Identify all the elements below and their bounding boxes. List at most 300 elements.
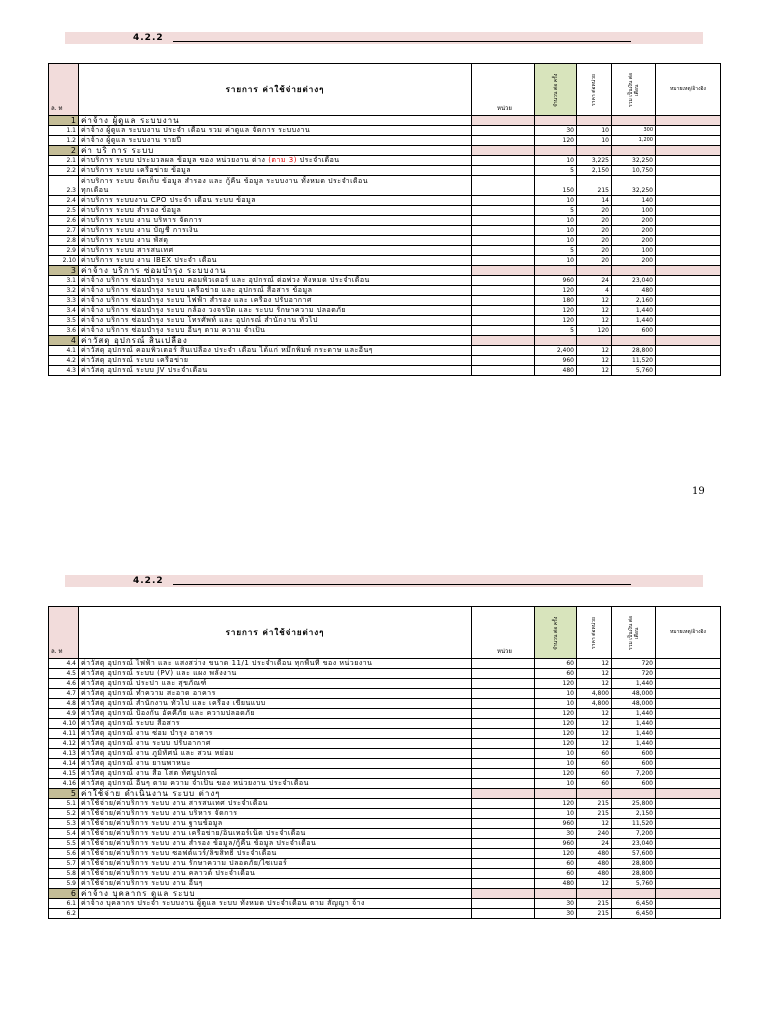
table-row bbox=[49, 799, 721, 809]
table-row bbox=[49, 196, 721, 206]
description-text: ค่าวัสดุ อุปกรณ์ งาน ซ่อม บำรุง อาคาร bbox=[81, 729, 213, 737]
item-unit bbox=[472, 779, 535, 789]
item-rate: 20 bbox=[577, 206, 612, 216]
item-number: 1.2 bbox=[49, 136, 79, 146]
item-remark bbox=[656, 276, 721, 286]
description-text: ค่าใช้จ่าย/ค่าบริการ ระบบ งาน สำรอง ข้อมูล/กู้คืน ข้อมูล ประจำเดือน bbox=[81, 839, 317, 847]
item-description bbox=[79, 699, 472, 709]
item-number: 2.8 bbox=[49, 236, 79, 246]
item-rate: 215 bbox=[577, 809, 612, 819]
item-unit bbox=[472, 316, 535, 326]
item-rate: 12 bbox=[577, 346, 612, 356]
reference-note: (ตาม 3) bbox=[268, 156, 297, 164]
item-description bbox=[79, 176, 472, 196]
table-row bbox=[49, 719, 721, 729]
item-qty: 10 bbox=[535, 689, 577, 699]
header-unit: หน่วย bbox=[472, 64, 535, 116]
item-unit bbox=[472, 749, 535, 759]
description-text-after: ประจำเดือน bbox=[299, 156, 340, 164]
description-text-line2: ทุกเดือน bbox=[81, 186, 109, 194]
item-number: 4.16 bbox=[49, 779, 79, 789]
table-row bbox=[49, 206, 721, 216]
item-qty: 960 bbox=[535, 839, 577, 849]
item-qty: 10 bbox=[535, 216, 577, 226]
item-total: 1,440 bbox=[612, 316, 656, 326]
heading-underline bbox=[173, 41, 631, 42]
item-rate: 12 bbox=[577, 366, 612, 376]
item-remark bbox=[656, 799, 721, 809]
item-qty bbox=[535, 789, 577, 799]
item-number: 2.5 bbox=[49, 206, 79, 216]
table-row bbox=[49, 226, 721, 236]
item-total: 1,200 bbox=[612, 136, 656, 146]
item-qty: 30 bbox=[535, 126, 577, 136]
table-row bbox=[49, 769, 721, 779]
header-remark: หมายเหตุ/อ้างอิง bbox=[656, 64, 721, 116]
item-number: 4.7 bbox=[49, 689, 79, 699]
item-rate: 4 bbox=[577, 286, 612, 296]
item-remark bbox=[656, 909, 721, 919]
item-remark bbox=[656, 729, 721, 739]
item-description bbox=[79, 799, 472, 809]
item-remark bbox=[656, 899, 721, 909]
item-number: 4 bbox=[49, 336, 79, 346]
item-qty: 960 bbox=[535, 356, 577, 366]
item-description bbox=[79, 709, 472, 719]
item-number: 6 bbox=[49, 889, 79, 899]
description-text: ค่าใช้จ่าย/ค่าบริการ ระบบ งาน สารสนเทศ ประจำเดือน bbox=[81, 799, 268, 807]
item-description bbox=[79, 839, 472, 849]
item-total: 200 bbox=[612, 226, 656, 236]
item-description bbox=[79, 679, 472, 689]
item-remark bbox=[656, 366, 721, 376]
description-text: ค่าจ้าง บริการ ซ่อมบำรุง ระบบงาน bbox=[81, 266, 227, 275]
item-description bbox=[79, 266, 472, 276]
header-total: รวม เป็นเงิน ต่อ เดือน bbox=[612, 607, 656, 659]
description-text: ค่าวัสดุ อุปกรณ์ ทำความ สะอาด อาคาร bbox=[81, 689, 216, 697]
item-total: 200 bbox=[612, 256, 656, 266]
item-qty: 30 bbox=[535, 899, 577, 909]
header-rate: ราคา ต่อหน่วย bbox=[577, 607, 612, 659]
item-remark bbox=[656, 336, 721, 346]
item-description bbox=[79, 849, 472, 859]
item-description bbox=[79, 256, 472, 266]
item-total: 600 bbox=[612, 759, 656, 769]
header-no: ล. ท bbox=[49, 607, 79, 659]
item-number: 4.10 bbox=[49, 719, 79, 729]
item-rate: 240 bbox=[577, 829, 612, 839]
item-unit bbox=[472, 256, 535, 266]
item-unit bbox=[472, 326, 535, 336]
item-qty: 5 bbox=[535, 246, 577, 256]
table-row bbox=[49, 346, 721, 356]
item-description bbox=[79, 809, 472, 819]
item-number: 1 bbox=[49, 116, 79, 126]
item-remark bbox=[656, 809, 721, 819]
item-remark bbox=[656, 256, 721, 266]
item-qty bbox=[535, 116, 577, 126]
item-total: 28,800 bbox=[612, 859, 656, 869]
item-number: 2.6 bbox=[49, 216, 79, 226]
table-row bbox=[49, 779, 721, 789]
table-row bbox=[49, 809, 721, 819]
item-unit bbox=[472, 679, 535, 689]
item-total: 720 bbox=[612, 669, 656, 679]
item-number: 5.6 bbox=[49, 849, 79, 859]
item-description bbox=[79, 899, 472, 909]
item-total: 5,760 bbox=[612, 879, 656, 889]
item-remark bbox=[656, 166, 721, 176]
item-total: 1,440 bbox=[612, 679, 656, 689]
item-remark bbox=[656, 236, 721, 246]
item-qty: 10 bbox=[535, 779, 577, 789]
item-total: 2,150 bbox=[612, 809, 656, 819]
item-rate: 12 bbox=[577, 719, 612, 729]
item-remark bbox=[656, 286, 721, 296]
item-description bbox=[79, 206, 472, 216]
item-rate: 20 bbox=[577, 226, 612, 236]
item-rate: 60 bbox=[577, 769, 612, 779]
item-remark bbox=[656, 709, 721, 719]
item-remark bbox=[656, 739, 721, 749]
item-rate: 20 bbox=[577, 216, 612, 226]
item-unit bbox=[472, 236, 535, 246]
item-number: 2.10 bbox=[49, 256, 79, 266]
item-description bbox=[79, 669, 472, 679]
item-description bbox=[79, 216, 472, 226]
item-unit bbox=[472, 356, 535, 366]
description-text-after: ประจำเดือน bbox=[167, 366, 208, 374]
table-row bbox=[49, 749, 721, 759]
item-qty: 60 bbox=[535, 859, 577, 869]
heading-underline bbox=[173, 584, 631, 585]
item-number: 2.2 bbox=[49, 166, 79, 176]
item-qty: 960 bbox=[535, 819, 577, 829]
item-remark bbox=[656, 769, 721, 779]
item-remark bbox=[656, 849, 721, 859]
section-heading-bar bbox=[65, 32, 703, 44]
item-number: 4.11 bbox=[49, 729, 79, 739]
item-qty: 180 bbox=[535, 296, 577, 306]
item-qty: 10 bbox=[535, 196, 577, 206]
item-number: 4.13 bbox=[49, 749, 79, 759]
item-number: 5.3 bbox=[49, 819, 79, 829]
description-code: CPO bbox=[150, 196, 167, 204]
item-unit bbox=[472, 126, 535, 136]
description-text: ค่าจ้าง ผู้ดูแล ระบบงาน รายปี bbox=[81, 136, 182, 144]
header-description: รายการ ค่าใช้จ่ายต่างๆ bbox=[79, 64, 472, 116]
item-qty: 120 bbox=[535, 709, 577, 719]
section-row bbox=[49, 789, 721, 799]
item-number: 3.6 bbox=[49, 326, 79, 336]
item-total: 200 bbox=[612, 216, 656, 226]
item-number: 3.2 bbox=[49, 286, 79, 296]
item-rate: 12 bbox=[577, 296, 612, 306]
item-remark bbox=[656, 869, 721, 879]
description-text: ค่าวัสดุ อุปกรณ์ งาน ระบบ ปรับอากาศ bbox=[81, 739, 211, 747]
table-row bbox=[49, 689, 721, 699]
item-qty: 60 bbox=[535, 659, 577, 669]
item-remark bbox=[656, 829, 721, 839]
description-text: ค่าวัสดุ อุปกรณ์ ระบบ เครือข่าย bbox=[81, 356, 189, 364]
item-qty: 960 bbox=[535, 276, 577, 286]
item-rate: 12 bbox=[577, 316, 612, 326]
description-text: ค่าบริการ ระบบ จัดเก็บ ข้อมูล สำรอง และ กู้คืน ข้อมูล ระบบงาน ทั้งหมด ประจำเดือน bbox=[81, 177, 369, 185]
item-qty: 5 bbox=[535, 166, 577, 176]
item-total: 100 bbox=[612, 206, 656, 216]
item-total: 7,200 bbox=[612, 769, 656, 779]
item-rate: 20 bbox=[577, 256, 612, 266]
description-text-after: ประจำ เดือน bbox=[174, 256, 217, 264]
table-row bbox=[49, 829, 721, 839]
item-qty: 480 bbox=[535, 879, 577, 889]
item-unit bbox=[472, 689, 535, 699]
item-remark bbox=[656, 679, 721, 689]
description-text: ค่าใช้จ่าย/ค่าบริการ ระบบ งาน เครือข่าย/อินเทอร์เน็ต ประจำเดือน bbox=[81, 829, 306, 837]
item-rate: 24 bbox=[577, 276, 612, 286]
item-unit bbox=[472, 909, 535, 919]
item-description bbox=[79, 286, 472, 296]
item-unit bbox=[472, 336, 535, 346]
item-description bbox=[79, 819, 472, 829]
section-row bbox=[49, 889, 721, 899]
item-rate: 480 bbox=[577, 849, 612, 859]
item-total bbox=[612, 336, 656, 346]
item-rate: 60 bbox=[577, 759, 612, 769]
table-row bbox=[49, 156, 721, 166]
item-unit bbox=[472, 869, 535, 879]
item-total: 48,000 bbox=[612, 689, 656, 699]
item-description bbox=[79, 326, 472, 336]
item-rate: 12 bbox=[577, 306, 612, 316]
item-unit bbox=[472, 849, 535, 859]
item-description bbox=[79, 276, 472, 286]
item-remark bbox=[656, 116, 721, 126]
item-unit bbox=[472, 669, 535, 679]
header-total: รวม เป็นเงิน ต่อ เดือน bbox=[612, 64, 656, 116]
item-total: 11,520 bbox=[612, 819, 656, 829]
item-rate: 12 bbox=[577, 709, 612, 719]
item-remark bbox=[656, 346, 721, 356]
item-rate: 215 bbox=[577, 176, 612, 196]
item-qty: 120 bbox=[535, 769, 577, 779]
description-text: ค่าจ้าง บริการ ซ่อมบำรุง ระบบ อื่นๆ ตาม ความ จำเป็น bbox=[81, 326, 266, 334]
item-description bbox=[79, 739, 472, 749]
item-description bbox=[79, 759, 472, 769]
description-text: ค่าวัสดุ อุปกรณ์ งาน ยานพาหนะ bbox=[81, 759, 191, 767]
item-description bbox=[79, 116, 472, 126]
description-code: IBEX bbox=[153, 256, 172, 264]
item-description bbox=[79, 236, 472, 246]
item-remark bbox=[656, 326, 721, 336]
item-rate bbox=[577, 336, 612, 346]
item-rate: 12 bbox=[577, 729, 612, 739]
item-description bbox=[79, 356, 472, 366]
item-rate: 12 bbox=[577, 659, 612, 669]
item-total bbox=[612, 889, 656, 899]
description-text: ค่าใช้จ่าย/ค่าบริการ ระบบ งาน ฐานข้อมูล bbox=[81, 819, 223, 827]
item-rate: 12 bbox=[577, 669, 612, 679]
item-remark bbox=[656, 749, 721, 759]
item-description bbox=[79, 296, 472, 306]
description-text: ค่าจ้าง บริการ ซ่อมบำรุง ระบบ โทรศัพท์ และ อุปกรณ์ สำนักงาน ทั่วไป bbox=[81, 316, 318, 324]
item-rate bbox=[577, 146, 612, 156]
item-unit bbox=[472, 276, 535, 286]
item-qty: 10 bbox=[535, 256, 577, 266]
item-rate: 4,800 bbox=[577, 699, 612, 709]
item-remark bbox=[656, 889, 721, 899]
description-text: ค่าวัสดุ อุปกรณ์ คอมพิวเตอร์ สิ้นเปลือง ประจำ เดือน ได้แก่ หมึกพิมพ์ กระดาษ และอื่นๆ bbox=[81, 346, 373, 354]
item-total: 600 bbox=[612, 326, 656, 336]
page-number: 19 bbox=[692, 486, 705, 497]
section-row bbox=[49, 266, 721, 276]
item-remark bbox=[656, 136, 721, 146]
item-total: 720 bbox=[612, 659, 656, 669]
header-description: รายการ ค่าใช้จ่ายต่างๆ bbox=[79, 607, 472, 659]
item-unit bbox=[472, 709, 535, 719]
description-text: ค่าจ้าง ผู้ดูแล ระบบงาน bbox=[81, 116, 180, 125]
item-number: 5.1 bbox=[49, 799, 79, 809]
item-qty: 120 bbox=[535, 286, 577, 296]
item-number: 3.5 bbox=[49, 316, 79, 326]
item-remark bbox=[656, 176, 721, 196]
cost-table-page-2 bbox=[48, 606, 721, 919]
item-remark bbox=[656, 316, 721, 326]
item-qty bbox=[535, 146, 577, 156]
item-description bbox=[79, 316, 472, 326]
item-qty: 60 bbox=[535, 669, 577, 679]
item-number: 3.1 bbox=[49, 276, 79, 286]
item-total: 1,440 bbox=[612, 719, 656, 729]
item-unit bbox=[472, 306, 535, 316]
table-row bbox=[49, 166, 721, 176]
description-text: ค่าวัสดุ อุปกรณ์ งาน สื่อ โสต ทัศนูปกรณ์ bbox=[81, 769, 218, 777]
item-unit bbox=[472, 899, 535, 909]
item-number: 4.8 bbox=[49, 699, 79, 709]
table-row bbox=[49, 669, 721, 679]
header-qty: จำนวน ต่อ ครั้ง bbox=[535, 607, 577, 659]
item-description bbox=[79, 909, 472, 919]
item-rate: 480 bbox=[577, 859, 612, 869]
item-qty: 5 bbox=[535, 206, 577, 216]
item-qty: 480 bbox=[535, 366, 577, 376]
section-row bbox=[49, 116, 721, 126]
item-description bbox=[79, 879, 472, 889]
item-unit bbox=[472, 166, 535, 176]
item-qty: 2,400 bbox=[535, 346, 577, 356]
item-total: 140 bbox=[612, 196, 656, 206]
table-row bbox=[49, 216, 721, 226]
item-qty: 120 bbox=[535, 306, 577, 316]
header-remark: หมายเหตุ/อ้างอิง bbox=[656, 607, 721, 659]
item-number: 4.2 bbox=[49, 356, 79, 366]
table-row bbox=[49, 869, 721, 879]
table-row bbox=[49, 729, 721, 739]
item-number: 5.5 bbox=[49, 839, 79, 849]
item-remark bbox=[656, 196, 721, 206]
item-qty: 10 bbox=[535, 236, 577, 246]
table-row bbox=[49, 326, 721, 336]
description-text: ค่าวัสดุ อุปกรณ์ ระบบ bbox=[81, 366, 155, 374]
item-total: 23,040 bbox=[612, 839, 656, 849]
item-qty: 10 bbox=[535, 759, 577, 769]
item-description bbox=[79, 729, 472, 739]
item-number: 4.6 bbox=[49, 679, 79, 689]
item-description bbox=[79, 136, 472, 146]
item-remark bbox=[656, 126, 721, 136]
description-text: ค่าบริการ ระบบ สารสนเทศ bbox=[81, 246, 174, 254]
item-total: 11,520 bbox=[612, 356, 656, 366]
description-text: ค่าวัสดุ อุปกรณ์ งาน ภูมิทัศน์ และ สวน หย่อม bbox=[81, 749, 235, 757]
item-rate: 4,800 bbox=[577, 689, 612, 699]
item-unit bbox=[472, 366, 535, 376]
item-number: 4.5 bbox=[49, 669, 79, 679]
table-row bbox=[49, 176, 721, 196]
item-remark bbox=[656, 779, 721, 789]
item-unit bbox=[472, 859, 535, 869]
description-text: ค่าใช้จ่าย/ค่าบริการ ระบบ ซอฟต์แวร์/ลิขสิทธิ์ ประจำเดือน bbox=[81, 849, 277, 857]
item-unit bbox=[472, 659, 535, 669]
item-total: 6,450 bbox=[612, 899, 656, 909]
table-row bbox=[49, 136, 721, 146]
item-qty bbox=[535, 889, 577, 899]
item-qty: 30 bbox=[535, 909, 577, 919]
item-unit bbox=[472, 266, 535, 276]
item-description bbox=[79, 689, 472, 699]
item-number: 3 bbox=[49, 266, 79, 276]
item-remark bbox=[656, 206, 721, 216]
item-total: 7,200 bbox=[612, 829, 656, 839]
item-rate: 480 bbox=[577, 869, 612, 879]
item-qty: 5 bbox=[535, 326, 577, 336]
item-total: 100 bbox=[612, 246, 656, 256]
table-row bbox=[49, 276, 721, 286]
item-description bbox=[79, 306, 472, 316]
item-total: 25,800 bbox=[612, 799, 656, 809]
table-header-row bbox=[49, 607, 721, 659]
table-row bbox=[49, 859, 721, 869]
table-row bbox=[49, 306, 721, 316]
item-qty bbox=[535, 266, 577, 276]
item-remark bbox=[656, 669, 721, 679]
description-text: ค่าบริการ ระบบ ประมวลผล ข้อมูล ของ หน่วยงาน ต่าง bbox=[81, 156, 266, 164]
item-unit bbox=[472, 719, 535, 729]
item-number: 4.9 bbox=[49, 709, 79, 719]
item-unit bbox=[472, 226, 535, 236]
item-remark bbox=[656, 659, 721, 669]
item-number: 6.2 bbox=[49, 909, 79, 919]
item-total: 1,440 bbox=[612, 739, 656, 749]
item-description bbox=[79, 719, 472, 729]
item-unit bbox=[472, 809, 535, 819]
description-text-after: ประจำ เดือน ระบบ ข้อมูล bbox=[169, 196, 257, 204]
description-text: ค่าวัสดุ อุปกรณ์ ประปา และ สุขภัณฑ์ bbox=[81, 679, 207, 687]
item-description bbox=[79, 126, 472, 136]
item-qty bbox=[535, 336, 577, 346]
item-qty: 30 bbox=[535, 829, 577, 839]
item-number: 1.1 bbox=[49, 126, 79, 136]
item-unit bbox=[472, 176, 535, 196]
item-remark bbox=[656, 306, 721, 316]
item-rate: 14 bbox=[577, 196, 612, 206]
table-row bbox=[49, 759, 721, 769]
item-number: 5.2 bbox=[49, 809, 79, 819]
item-unit bbox=[472, 759, 535, 769]
item-description bbox=[79, 789, 472, 799]
item-qty: 120 bbox=[535, 136, 577, 146]
item-unit bbox=[472, 196, 535, 206]
item-remark bbox=[656, 839, 721, 849]
